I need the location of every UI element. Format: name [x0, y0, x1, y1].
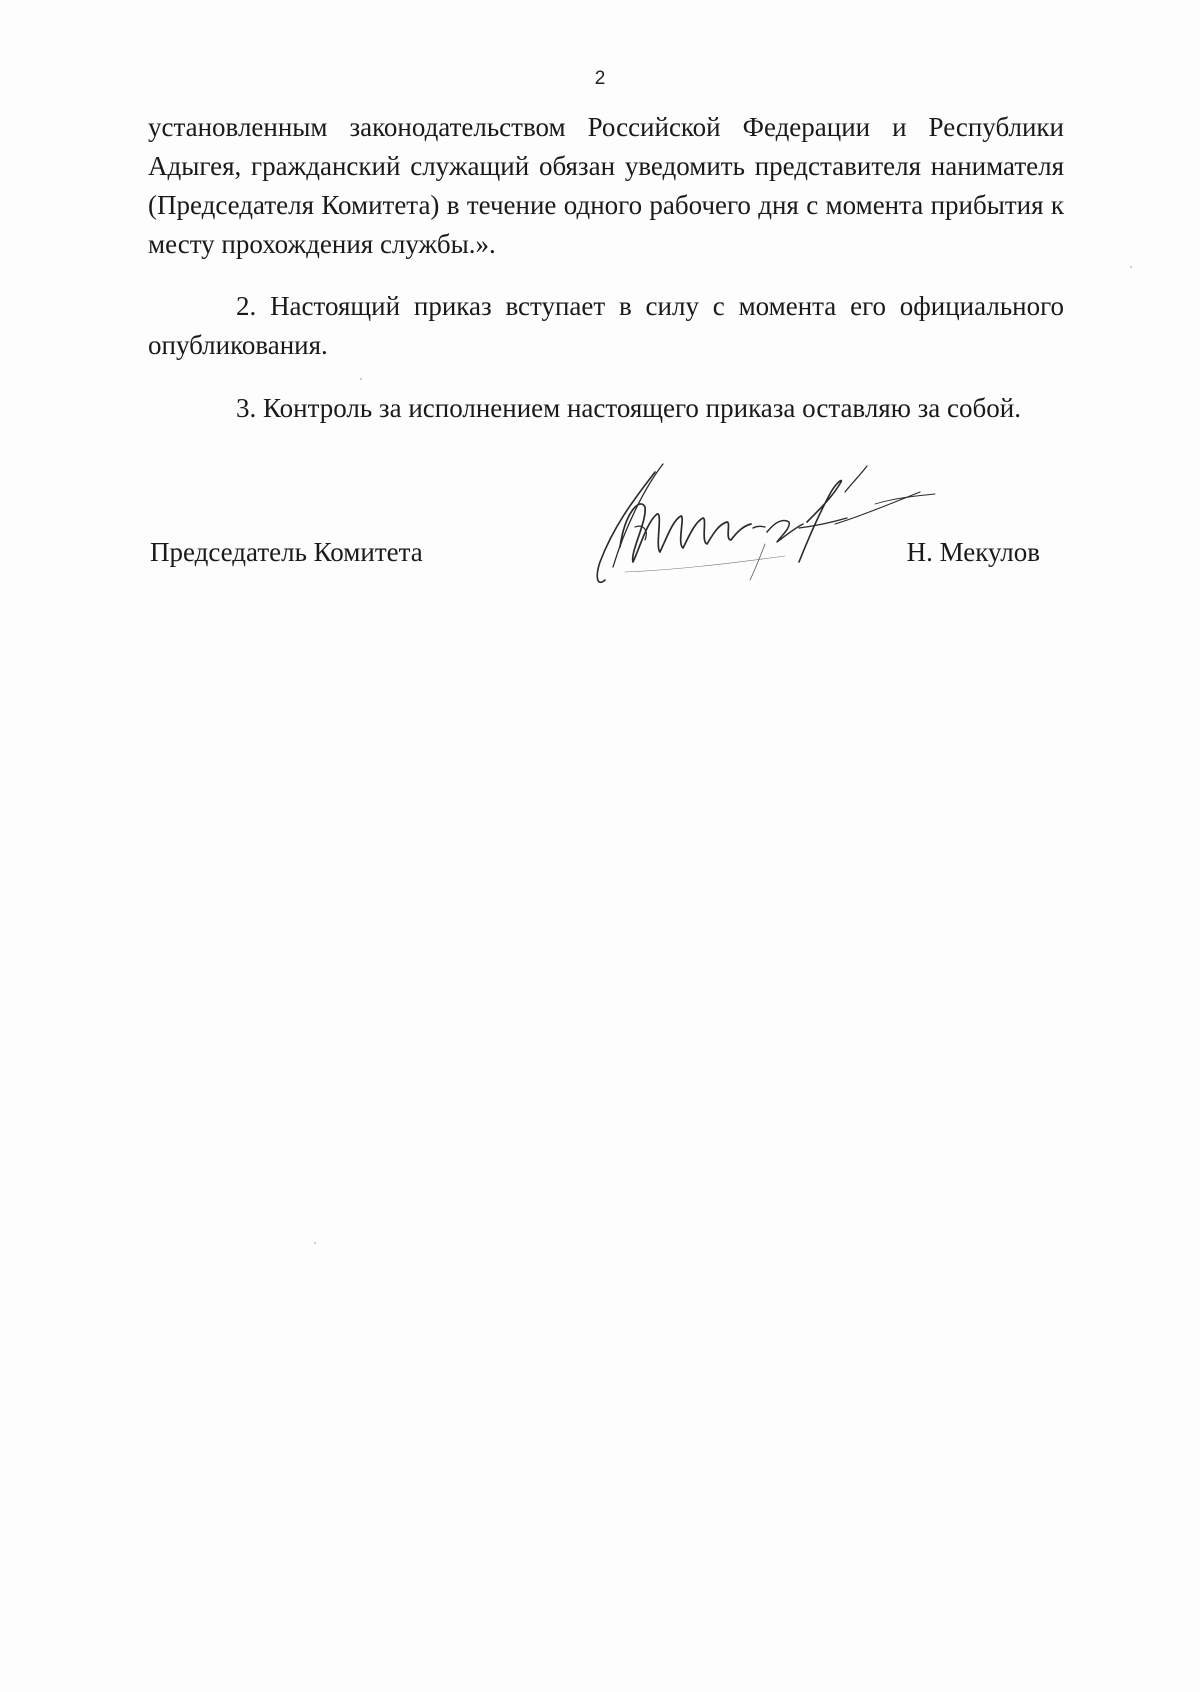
signer-title: Председатель Комитета — [150, 537, 423, 567]
paragraph-effective-date: 2. Настоящий приказ вступает в силу с момента его официального опубликования. — [148, 291, 1064, 360]
scan-speck — [314, 1242, 316, 1244]
handwritten-signature — [585, 452, 945, 602]
paragraph-control: 3. Контроль за исполнением настоящего приказа оставляю за собой. — [236, 393, 1021, 423]
paragraph-continuation: установленным законодательством Российской Федерации и Республики Адыгея, гражданский служащий обязан уведомить представителя нанимателя (Председателя Комитета) в течение одного рабочего дня с момента прибытия к месту прохождения службы.». — [148, 112, 1064, 259]
scan-speck — [360, 378, 362, 380]
scan-speck — [1130, 266, 1132, 268]
page-number: 2 — [594, 68, 606, 89]
signer-name: Н. Мекулов — [906, 537, 1040, 567]
